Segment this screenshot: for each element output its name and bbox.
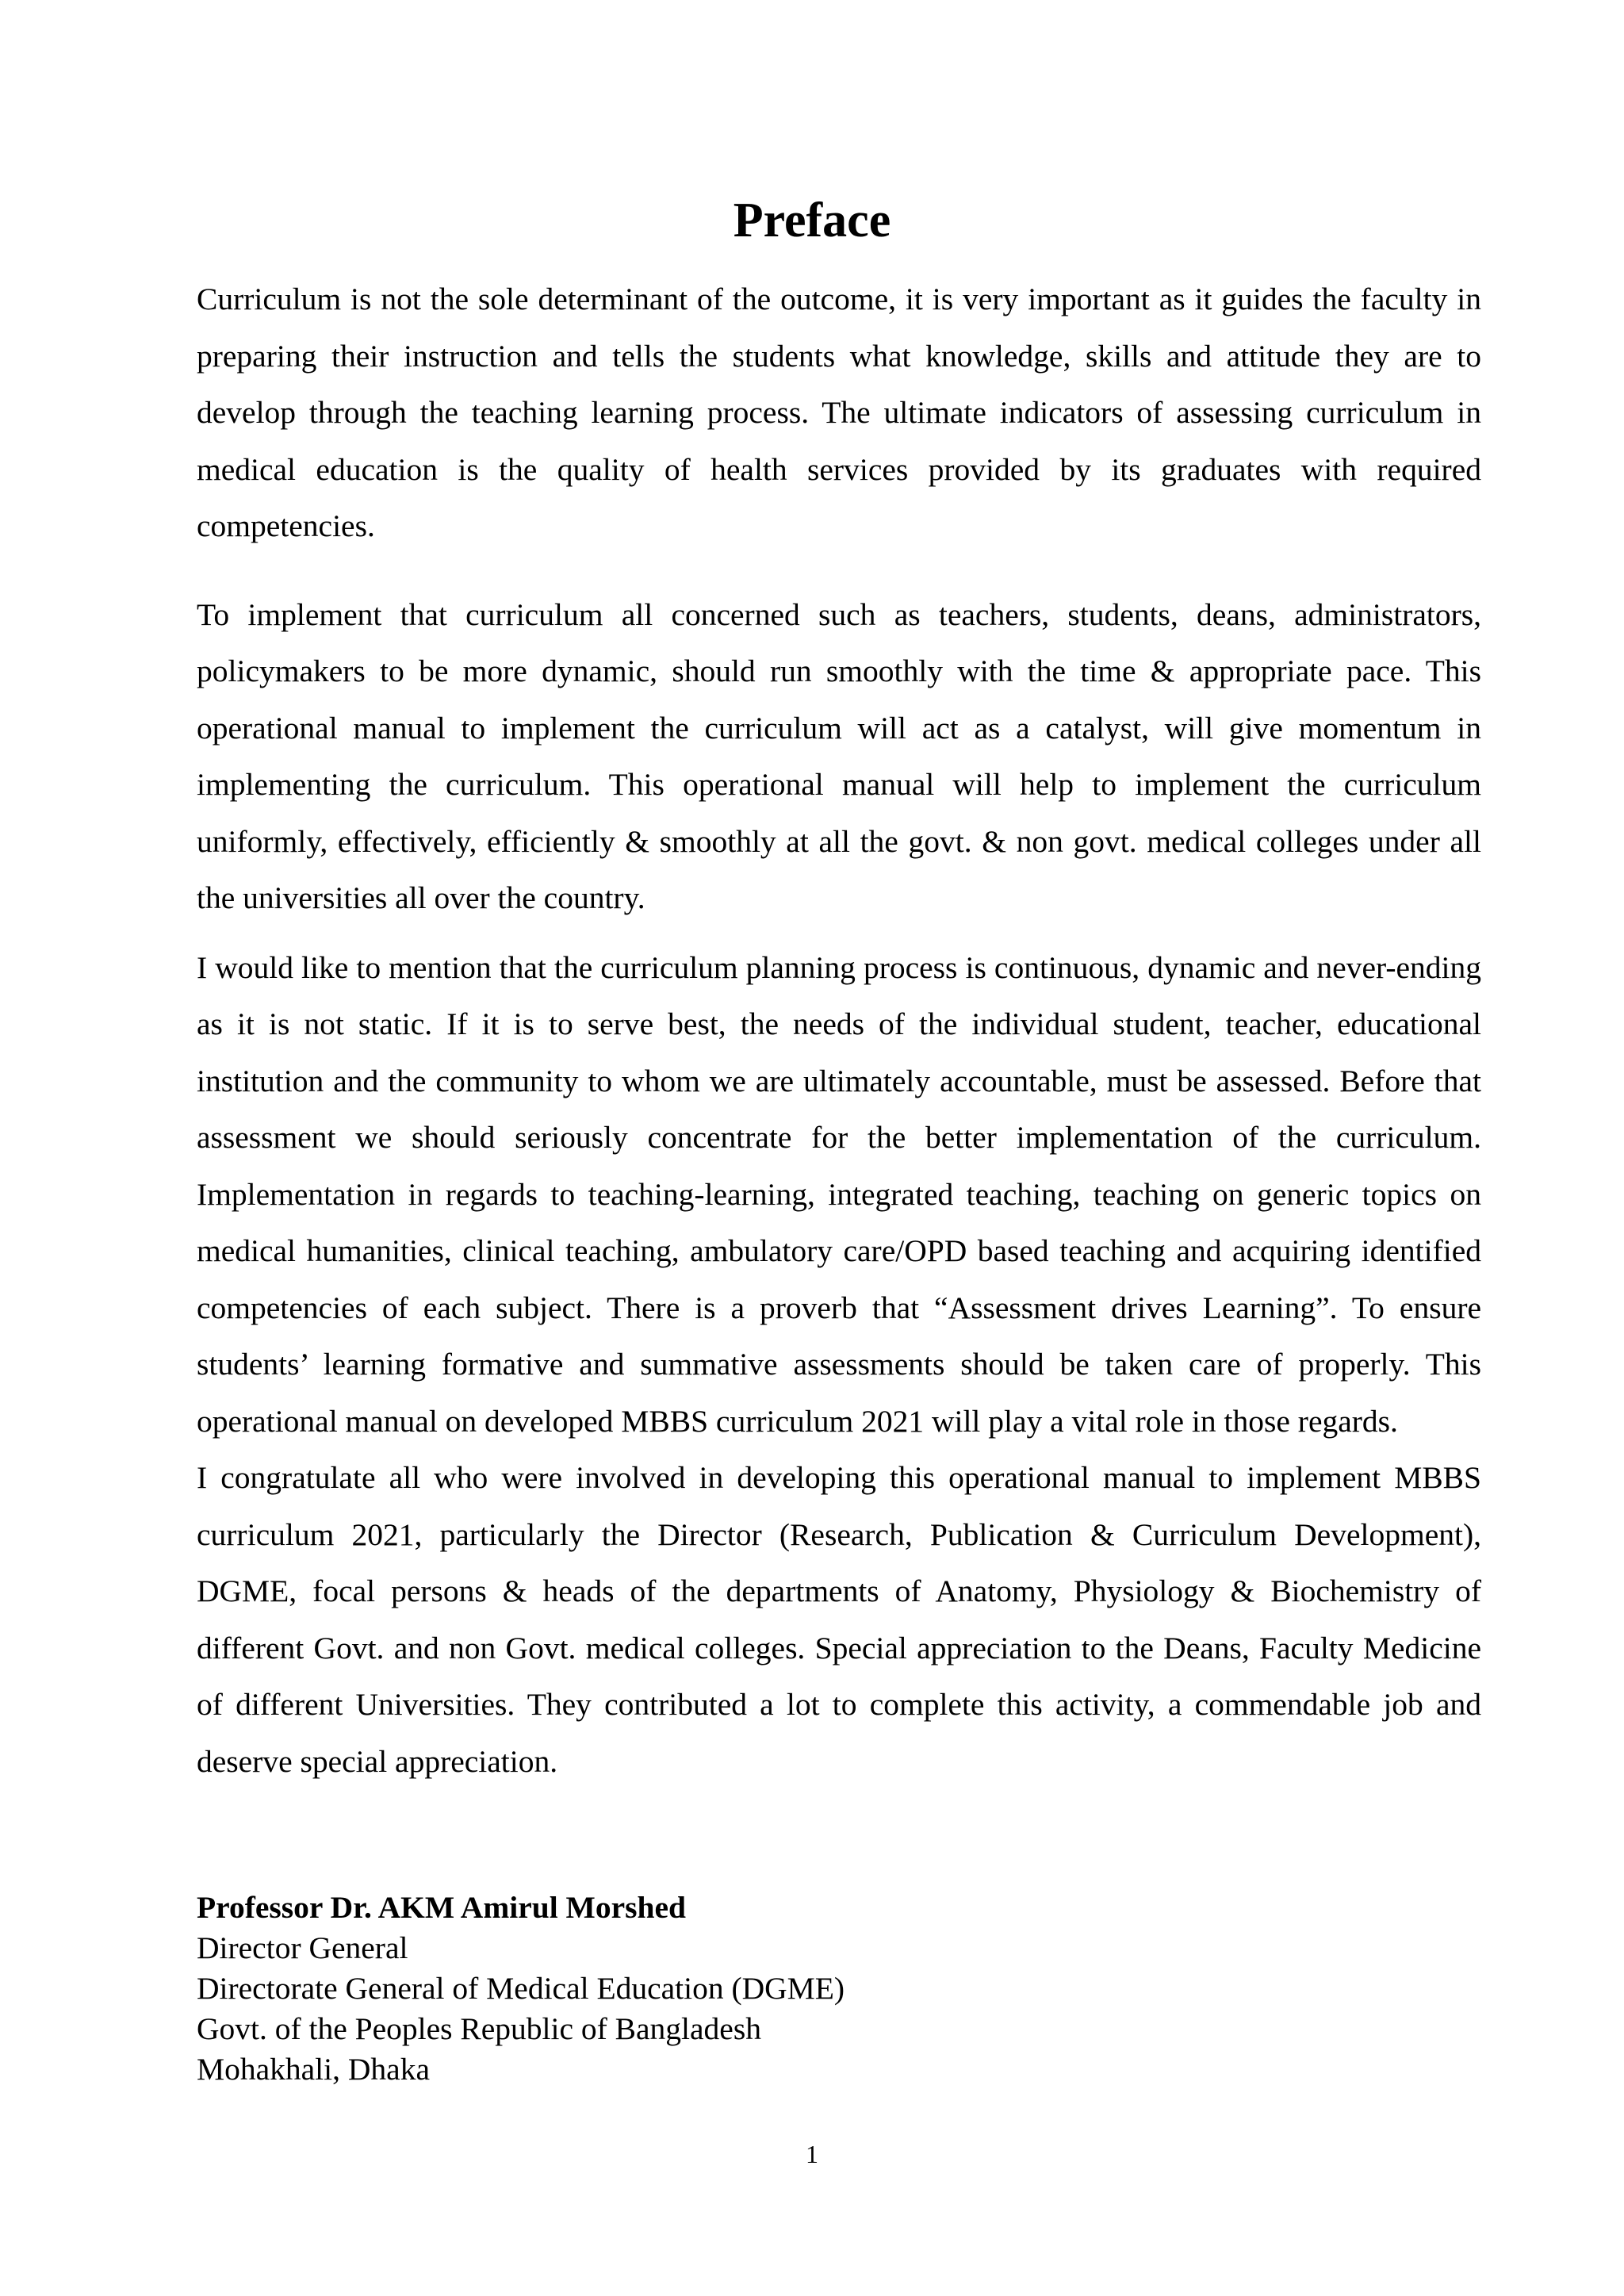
preface-body (197, 271, 1481, 1790)
page-title: Preface (733, 194, 891, 247)
signatory-location: Mohakhali, Dhaka (197, 2052, 430, 2087)
signatory-government: Govt. of the Peoples Republic of Bangladesh (197, 2011, 761, 2046)
paragraph-1: Curriculum is not the sole determinant of the outcome, it is very important as it guides the faculty in preparing their instruction and tells the students what knowledge, skills and attitude they are to develop through the teaching learning process. The ultimate indicators of assessing curriculum in medical education is the quality of health services provided by its graduates with required competencies. (197, 282, 1481, 543)
signatory-organization: Directorate General of Medical Education (DGME) (197, 1971, 845, 2006)
paragraph-2: To implement that curriculum all concerned such as teachers, students, deans, administrators, policymakers to be more dynamic, should run smoothly with the time & appropriate pace. This operational manual to implement the curriculum will act as a catalyst, will give momentum in implementing the curriculum. This operational manual will help to implement the curriculum uniformly, effectively, efficiently & smoothly at all the govt. & non govt. medical colleges under all the universities all over the country. (197, 596, 1481, 915)
page-number: 1 (806, 2140, 818, 2168)
signature-block (197, 1888, 1481, 2090)
signatory-name: Professor Dr. AKM Amirul Morshed (197, 1890, 686, 1925)
paragraph-4: I congratulate all who were involved in developing this operational manual to implement MBBS curriculum 2021, particularly the Director (Research, Publication & Curriculum Development), DGME, focal persons & heads of the departments of Anatomy, Physiology & Biochemistry of different Govt. and non Govt. medical colleges. Special appreciation to the Deans, Faculty Medicine of different Universities. They contributed a lot to complete this activity, a commendable job and deserve special appreciation. (197, 1460, 1481, 1779)
paragraph-3: I would like to mention that the curriculum planning process is continuous, dynamic and never-ending as it is not static. If it is to serve best, the needs of the individual student, teacher, educational institution and the community to whom we are ultimately accountable, must be assessed. Before that assessment we should seriously concentrate for the better implementation of the curriculum. Implementation in regards to teaching-learning, integrated teaching, teaching on generic topics on medical humanities, clinical teaching, ambulatory care/OPD based teaching and acquiring identified competencies of each subject. There is a proverb that “Assessment drives Learning”. To ensure students’ learning formative and summative assessments should be taken care of properly. This operational manual on developed MBBS curriculum 2021 will play a vital role in those regards. (197, 949, 1481, 1439)
signatory-position: Director General (197, 1930, 408, 1965)
